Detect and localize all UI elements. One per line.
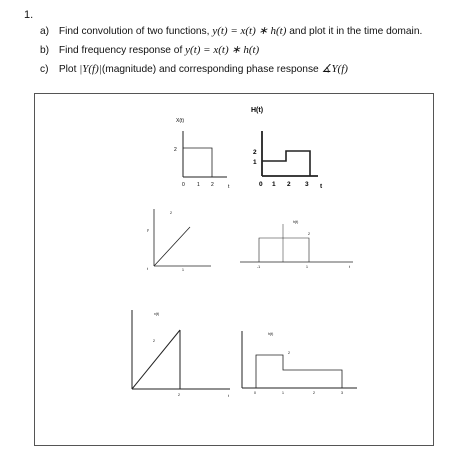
- pulse-plot-title: h(t): [293, 220, 299, 224]
- x-plot-xtick-0: 0: [182, 182, 185, 188]
- part-a-equation: y(t) = x(t) ∗ h(t): [212, 25, 287, 37]
- ramp2-plot-title: x(t): [154, 312, 160, 316]
- ramp-plot-signal: [154, 227, 190, 266]
- pulse-plot: [240, 220, 353, 269]
- x-plot-title: X(t): [176, 118, 185, 124]
- part-b-text: Find frequency response of: [58, 45, 183, 56]
- x-plot: [174, 118, 230, 190]
- step-plot-title: h(t): [268, 332, 274, 336]
- figure-frame: [34, 93, 434, 446]
- ramp2-plot: [132, 310, 230, 398]
- h-plot-xtick-1: 1: [272, 181, 276, 188]
- pulse-plot-xtick-1: 1: [306, 265, 308, 269]
- question-part-b: [40, 43, 259, 56]
- step-plot-signal: [256, 355, 342, 388]
- step-plot-xtick-3: 3: [341, 391, 343, 395]
- x-plot-ytick: 2: [174, 147, 177, 153]
- ramp2-plot-ramp: [132, 330, 180, 389]
- h-plot-signal: [262, 151, 310, 176]
- step-plot-xtick-0: 0: [254, 391, 256, 395]
- ramp-plot: [147, 209, 211, 272]
- part-c-text-mid: (magnitude) and corresponding phase response: [101, 64, 319, 75]
- x-plot-xtick-1: 1: [197, 182, 200, 188]
- x-plot-signal: [183, 148, 212, 177]
- ramp-plot-top-label: 2: [170, 211, 172, 215]
- question-part-a: [40, 24, 422, 37]
- pulse-plot-xtick-t: t: [349, 265, 350, 269]
- pulse-plot-signal: [259, 238, 309, 262]
- question-number: 1.: [24, 9, 34, 21]
- h-plot-axis-label: t: [320, 183, 323, 190]
- step-plot-xtick-1: 1: [282, 391, 284, 395]
- ramp-plot-corner: t: [147, 267, 148, 271]
- figure-canvas: [35, 94, 433, 445]
- x-plot-axis-label: t: [228, 184, 230, 190]
- ramp2-plot-xtick: 2: [178, 393, 180, 397]
- h-plot-title: H(t): [251, 107, 264, 114]
- h-plot-ytick-1: 1: [253, 159, 257, 166]
- ramp-plot-xtick: 1: [182, 268, 184, 272]
- h-plot-xtick-3: 3: [305, 181, 309, 188]
- part-c-text: Plot: [58, 64, 77, 75]
- h-plot-xtick-2: 2: [287, 181, 291, 188]
- h-plot-ytick-2: 2: [253, 149, 257, 156]
- ramp2-plot-axis-label: t: [228, 394, 229, 398]
- x-plot-xtick-2: 2: [211, 182, 214, 188]
- h-plot-xtick-0: 0: [259, 181, 263, 188]
- step-plot: [242, 331, 357, 395]
- question-part-c: [40, 62, 348, 75]
- ramp-plot-ylabel: y: [147, 228, 149, 232]
- pulse-plot-level: 2: [308, 232, 310, 236]
- part-a-text-end: and plot it in the time domain.: [289, 26, 423, 37]
- part-a-text: Find convolution of two functions,: [58, 26, 210, 37]
- step-plot-xtick-2: 2: [313, 391, 315, 395]
- part-a-tag: a): [40, 26, 50, 37]
- part-b-tag: b): [40, 45, 50, 56]
- pulse-plot-xtick-neg1: -1: [257, 265, 261, 269]
- part-b-equation: y(t) = x(t) ∗ h(t): [185, 44, 260, 56]
- part-c-phase: ∡Y(f): [321, 63, 348, 75]
- ramp2-plot-level: 2: [153, 339, 155, 343]
- h-plot: [251, 107, 323, 190]
- part-c-magnitude: |Y(f)|: [79, 63, 102, 75]
- step-plot-level: 2: [288, 351, 290, 355]
- part-c-tag: c): [40, 64, 49, 75]
